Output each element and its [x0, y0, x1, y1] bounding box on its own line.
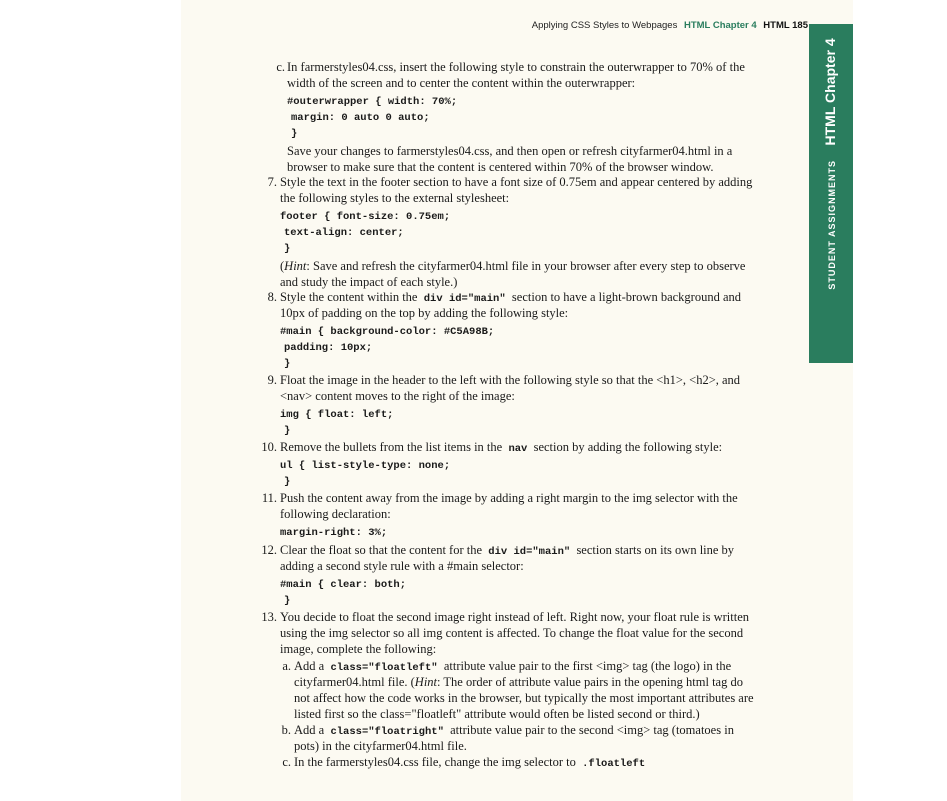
code-line: margin-right: 3%;: [280, 527, 388, 539]
step-c-save1: Save your changes to farmerstyles04.css, and then open or refresh cityfarmer04.html in a: [287, 144, 733, 158]
text: Clear the float so that the content for the: [280, 543, 483, 557]
text: Style the content within the: [280, 290, 418, 304]
text: In the farmerstyles04.css file, change the img selector to: [294, 755, 576, 769]
header-title: Applying CSS Styles to Webpages: [531, 20, 678, 31]
step-12-line2: adding a second style rule with a #main selector:: [280, 559, 524, 573]
step-10-line1: [280, 440, 722, 458]
code-line: }: [284, 425, 291, 437]
side-tab-chapter: HTML Chapter 4: [822, 38, 838, 146]
step-7-number: 7.: [267, 175, 277, 189]
step-13-line3: image, complete the following:: [280, 642, 437, 656]
code-line: ul { list-style-type: none;: [280, 460, 451, 472]
hint-label: Hint: [284, 259, 307, 273]
text: Remove the bullets from the list items in the: [280, 440, 503, 454]
step-8-line1: [280, 290, 741, 308]
step-13a-line3: not affect how the code works in the browser, but typically the most important attributes are: [294, 691, 754, 705]
step-13c-marker: c.: [282, 755, 291, 769]
page-content: [181, 0, 853, 801]
text: Add a: [294, 723, 325, 737]
step-c-save2: browser to make sure that the content is centered within 70% of the browser window.: [287, 160, 714, 174]
header-page-number: HTML 185: [763, 20, 808, 31]
text: section by adding the following style:: [533, 440, 723, 454]
code-line: #main { clear: both;: [280, 579, 407, 591]
step-c-line2: width of the screen and to center the content within the outerwrapper:: [287, 76, 636, 90]
inline-code: div id="main": [488, 546, 571, 558]
step-9-number: 9.: [267, 373, 277, 387]
code-line: padding: 10px;: [284, 342, 373, 354]
side-tab-label: [822, 38, 840, 289]
step-13a-line4: listed first so the class="floatleft" attribute would often be listed second or third.): [294, 707, 700, 721]
step-13-line1: You decide to float the second image right instead of left. Right now, your float rule is written: [280, 610, 750, 624]
step-13a-marker: a.: [282, 659, 291, 673]
hint-text: : Save and refresh the cityfarmer04.html file in your browser after every step to observe: [306, 259, 746, 273]
header-chapter: HTML Chapter 4: [683, 20, 757, 31]
inline-code: class="floatright": [330, 726, 444, 738]
code-line: text-align: center;: [284, 227, 404, 239]
step-7-line2: the following styles to the external stylesheet:: [280, 191, 510, 205]
chapter-side-tab: [809, 24, 853, 363]
code-line: #outerwrapper { width: 70%;: [287, 96, 458, 108]
step-7-hint2: and study the impact of each style.): [280, 275, 458, 289]
text: section to have a light-brown background and: [511, 290, 742, 304]
step-13b-line2: pots) in the cityfarmer04.html file.: [294, 739, 467, 753]
step-7-hint: [280, 259, 745, 275]
inline-code: nav: [508, 443, 528, 455]
inline-code: class="floatleft": [330, 662, 438, 674]
step-c-marker: c.: [276, 60, 285, 74]
code-line: footer { font-size: 0.75em;: [280, 211, 451, 223]
code-line: }: [291, 128, 298, 140]
text: cityfarmer04.html file. (: [294, 675, 415, 689]
step-11-number: 11.: [261, 491, 277, 505]
step-13-number: 13.: [261, 610, 277, 624]
code-line: }: [284, 243, 291, 255]
paren: (: [280, 259, 285, 273]
step-13c-line1: [294, 755, 645, 773]
step-c-line1: In farmerstyles04.css, insert the following style to constrain the outerwrapper to 70% of the: [287, 60, 745, 74]
code-line: }: [284, 595, 291, 607]
step-8-line2: 10px of padding on the top by adding the following style:: [280, 306, 569, 320]
text: : The order of attribute value pairs in the opening html tag do: [437, 675, 743, 689]
step-8-number: 8.: [267, 290, 277, 304]
step-13b-line1: [294, 723, 734, 741]
text: section starts on its own line by: [576, 543, 735, 557]
text: Add a: [294, 659, 325, 673]
code-line: #main { background-color: #C5A98B;: [280, 326, 495, 338]
step-9-line2: <nav> content moves to the right of the image:: [280, 389, 515, 403]
step-7-line1: Style the text in the footer section to have a font size of 0.75em and appear centered by adding: [280, 175, 753, 189]
inline-code: .floatleft: [582, 758, 646, 770]
step-13a-line2: [294, 675, 743, 691]
step-12-number: 12.: [261, 543, 277, 557]
step-11-line2: following declaration:: [280, 507, 391, 521]
hint-label: Hint: [414, 675, 438, 689]
side-tab-section: STUDENT ASSIGNMENTS: [827, 159, 837, 290]
step-11-line1: Push the content away from the image by adding a right margin to the img selector with the: [280, 491, 738, 505]
code-line: img { float: left;: [280, 409, 394, 421]
code-line: margin: 0 auto 0 auto;: [291, 112, 430, 124]
code-line: }: [284, 358, 291, 370]
step-9-line1: Float the image in the header to the left with the following style so that the <h1>, <h2>, and: [280, 373, 741, 387]
inline-code: div id="main": [423, 293, 506, 305]
step-10-number: 10.: [261, 440, 277, 454]
step-12-line1: [280, 543, 734, 561]
textbook-page: [181, 0, 853, 801]
text: attribute value pair to the first <img> tag (the logo) in the: [443, 659, 732, 673]
step-13a-line1: [294, 659, 731, 677]
code-line: }: [284, 476, 291, 488]
step-13-line2: using the img selector so all img content is affected. To change the float value for the second: [280, 626, 744, 640]
step-13b-marker: b.: [281, 723, 291, 737]
text: attribute value pair to the second <img> tag (tomatoes in: [450, 723, 734, 737]
